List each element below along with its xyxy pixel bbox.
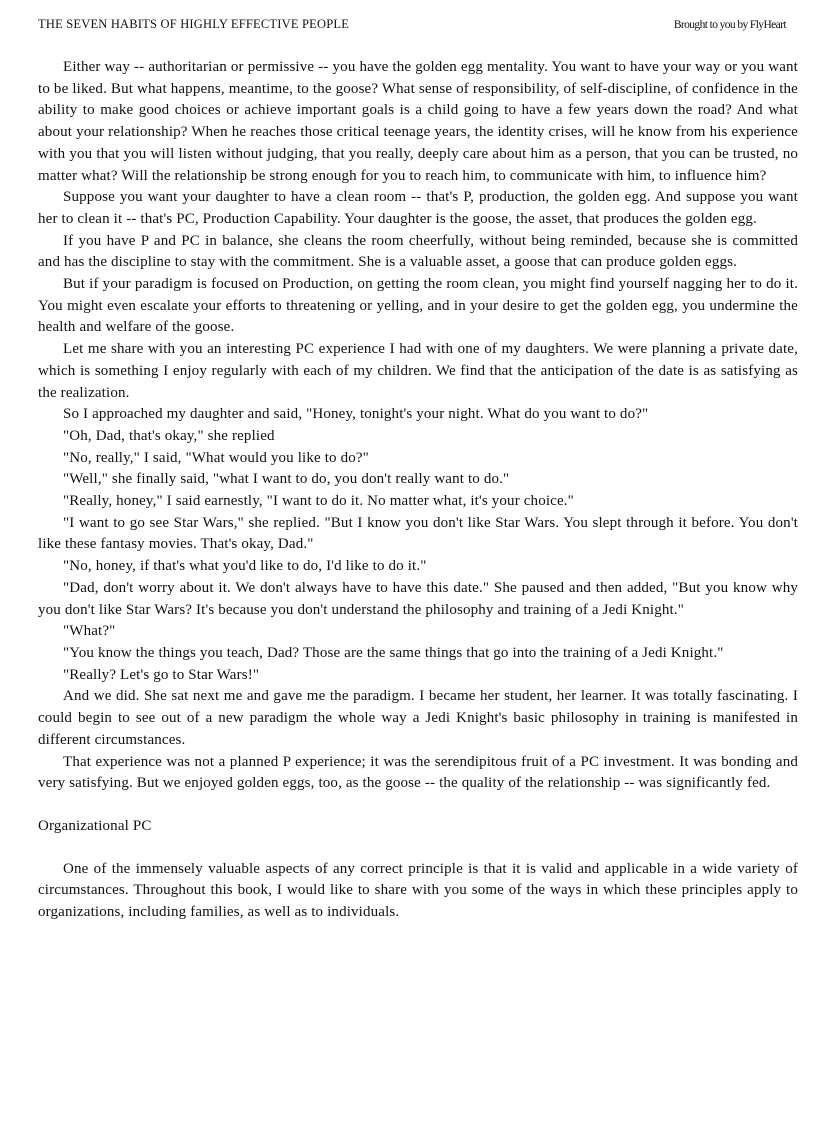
running-header-credit: Brought to you by FlyHeart xyxy=(673,19,786,31)
paragraph: Either way -- authoritarian or permissive -- you have the golden egg mentality. You want to have your way or you want to be liked. But what happens, meantime, to the goose? What sense of responsibility, of self-discipline, of confidence in the ability to make good choices or achieve important goals is a child going to have a few years down the road? And what about your relationship? When he reaches those critical teenage years, the identity crises, will he know from his experience with you that you will listen without judging, that you really, deeply care about him as a person, that you can be trusted, no matter what? Will the relationship be strong enough for you to reach him, to communicate with him, to influence him? xyxy=(38,59,798,184)
paragraph: So I approached my daughter and said, "Honey, tonight's your night. What do you want to do?" xyxy=(63,406,649,423)
page-header xyxy=(38,17,786,37)
paragraph: "Really, honey," I said earnestly, "I want to do it. No matter what, it's your choice." xyxy=(63,493,574,510)
paragraph: "Dad, don't worry about it. We don't always have to have this date." She paused and then added, "But you know why you don't like Star Wars? It's because you don't understand the philosophy and training of a Jedi Knight." xyxy=(38,579,798,618)
paragraph: "I want to go see Star Wars," she replied. "But I know you don't like Star Wars. You slept through it before. You don't like these fantasy movies. That's okay, Dad." xyxy=(38,514,798,553)
paragraph: "What?" xyxy=(63,623,116,640)
running-header-title: THE SEVEN HABITS OF HIGHLY EFFECTIVE PEOPLE xyxy=(38,17,350,31)
paragraph: "No, honey, if that's what you'd like to do, I'd like to do it." xyxy=(63,558,427,575)
paragraph: "Well," she finally said, "what I want to do, you don't really want to do." xyxy=(63,471,510,488)
paragraph: And we did. She sat next me and gave me the paradigm. I became her student, her learner. It was totally fascinating. I could begin to see out of a new paradigm the whole way a Jedi Knight's basic philosophy in training is manifested in different circumstances. xyxy=(38,688,798,748)
paragraph: One of the immensely valuable aspects of any correct principle is that it is valid and applicable in a wide variety of circumstances. Throughout this book, I would like to share with you some of the ways in which these principles apply to organizations, including families, as well as to individuals. xyxy=(38,860,798,921)
paragraph: "No, really," I said, "What would you like to do?" xyxy=(63,449,369,466)
paragraph: "You know the things you teach, Dad? Those are the same things that go into the training of a Jedi Knight." xyxy=(63,644,724,661)
paragraph: Let me share with you an interesting PC experience I had with one of my daughters. We were planning a private date, which is something I enjoy regularly with each of my children. We find that the anticipation of the date is as satisfying as the realization. xyxy=(38,341,798,401)
paragraph: "Really? Let's go to Star Wars!" xyxy=(63,666,260,683)
paragraph: But if your paradigm is focused on Production, on getting the room clean, you might find yourself nagging her to do it. You might even escalate your efforts to threatening or yelling, and in your desire to get the golden egg, you undermine the health and welfare of the goose. xyxy=(38,276,798,336)
body-text xyxy=(38,57,798,924)
paragraph: Suppose you want your daughter to have a clean room -- that's P, production, the golden egg. And suppose you want her to clean it -- that's PC, Production Capability. Your daughter is the goose, the asset, that produces the golden egg. xyxy=(38,189,798,227)
paragraph: If you have P and PC in balance, she cleans the room cheerfully, without being reminded, because she is committed and has the discipline to stay with the commitment. She is a valuable asset, a goose that can produce golden eggs. xyxy=(38,232,798,271)
section-heading: Organizational PC xyxy=(38,817,152,834)
paragraph: That experience was not a planned P experience; it was the serendipitous fruit of a PC investment. It was bonding and very satisfying. But we enjoyed golden eggs, too, as the goose -- the quality of the relationship -- was significantly fed. xyxy=(38,753,798,792)
paragraph: "Oh, Dad, that's okay," she replied xyxy=(63,427,275,444)
